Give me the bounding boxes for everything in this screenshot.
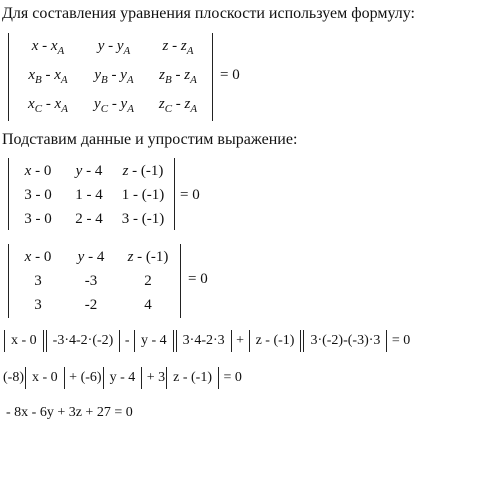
cell-3-3: 3 - (-1) xyxy=(121,211,165,227)
cell-2-2: 1 - 4 xyxy=(75,187,103,203)
cell-1-1: x - $x_A$ xyxy=(31,38,65,57)
cell-3-2: -2 xyxy=(84,297,98,313)
cell-2-1: $x_B - x_A$ xyxy=(28,67,68,86)
cell-2-2: $y_B - y_A$ xyxy=(94,67,134,86)
cell-1-2: y - 4 xyxy=(77,249,105,265)
simplified-expression xyxy=(3,371,242,385)
cell-1-3: z - (-1) xyxy=(122,163,164,179)
cell-1-2: y - $y_A$ xyxy=(97,38,131,57)
cell-2-1: 3 xyxy=(34,273,42,289)
factor-1: x - 0 xyxy=(25,371,65,385)
cell-2-1: 3 - 0 xyxy=(24,187,52,203)
coefficient-3: + 3 xyxy=(146,370,166,385)
cell-1-1: x - 0 xyxy=(24,163,52,179)
cell-3-3: 4 xyxy=(144,297,152,313)
term3-variable: z - (-1) xyxy=(249,334,302,348)
left-bar xyxy=(8,33,9,121)
equals-zero: = 0 xyxy=(180,187,200,203)
cell-1-1: x - 0 xyxy=(24,249,52,265)
cell-2-2: -3 xyxy=(84,273,98,289)
cell-2-3: $z_B - z_A$ xyxy=(159,67,197,86)
substitution-text: Подставим данные и упростим выражение: xyxy=(2,131,298,148)
cell-1-3: z - $z_A$ xyxy=(162,38,194,57)
right-bar xyxy=(212,33,213,121)
right-bar xyxy=(174,158,175,230)
cell-3-2: 2 - 4 xyxy=(75,211,103,227)
cell-2-3: 2 xyxy=(144,273,152,289)
coefficient-2: + (-6) xyxy=(69,370,102,385)
equals-zero: = 0 xyxy=(391,333,411,348)
cell-1-3: z - (-1) xyxy=(127,249,169,265)
cell-2-3: 1 - (-1) xyxy=(121,187,165,203)
term1-minor: -3·4-2·(-2) xyxy=(46,334,121,348)
equals-zero: = 0 xyxy=(188,271,208,287)
left-bar xyxy=(8,244,9,318)
cell-3-1: 3 xyxy=(34,297,42,313)
right-bar xyxy=(180,244,181,318)
left-bar xyxy=(8,158,9,230)
cofactor-expansion xyxy=(3,334,410,348)
final-equation: - 8x - 6y + 3z + 27 = 0 xyxy=(6,405,133,420)
determinant-general-formula xyxy=(8,33,253,121)
factor-3: z - (-1) xyxy=(166,371,219,385)
determinant-numeric xyxy=(8,244,228,318)
plus-sign: + xyxy=(236,333,245,348)
factor-2: y - 4 xyxy=(103,371,143,385)
determinant-substituted xyxy=(8,158,218,230)
equals-zero: = 0 xyxy=(223,370,242,385)
cell-1-2: y - 4 xyxy=(75,163,103,179)
cell-3-1: 3 - 0 xyxy=(24,211,52,227)
cell-3-3: $z_C - z_A$ xyxy=(158,96,198,115)
term2-minor: 3·4-2·3 xyxy=(176,334,232,348)
term1-variable: x - 0 xyxy=(4,334,44,348)
coefficient-1: (-8) xyxy=(3,370,24,385)
minus-sign: - xyxy=(124,333,130,348)
intro-text: Для составления уравнения плоскости используем формулу: xyxy=(2,5,415,22)
equals-zero: = 0 xyxy=(220,67,240,83)
cell-3-1: $x_C - x_A$ xyxy=(28,96,68,115)
cell-3-2: $y_C - y_A$ xyxy=(94,96,134,115)
term2-variable: y - 4 xyxy=(134,334,174,348)
term3-minor: 3·(-2)-(-3)·3 xyxy=(303,334,387,348)
